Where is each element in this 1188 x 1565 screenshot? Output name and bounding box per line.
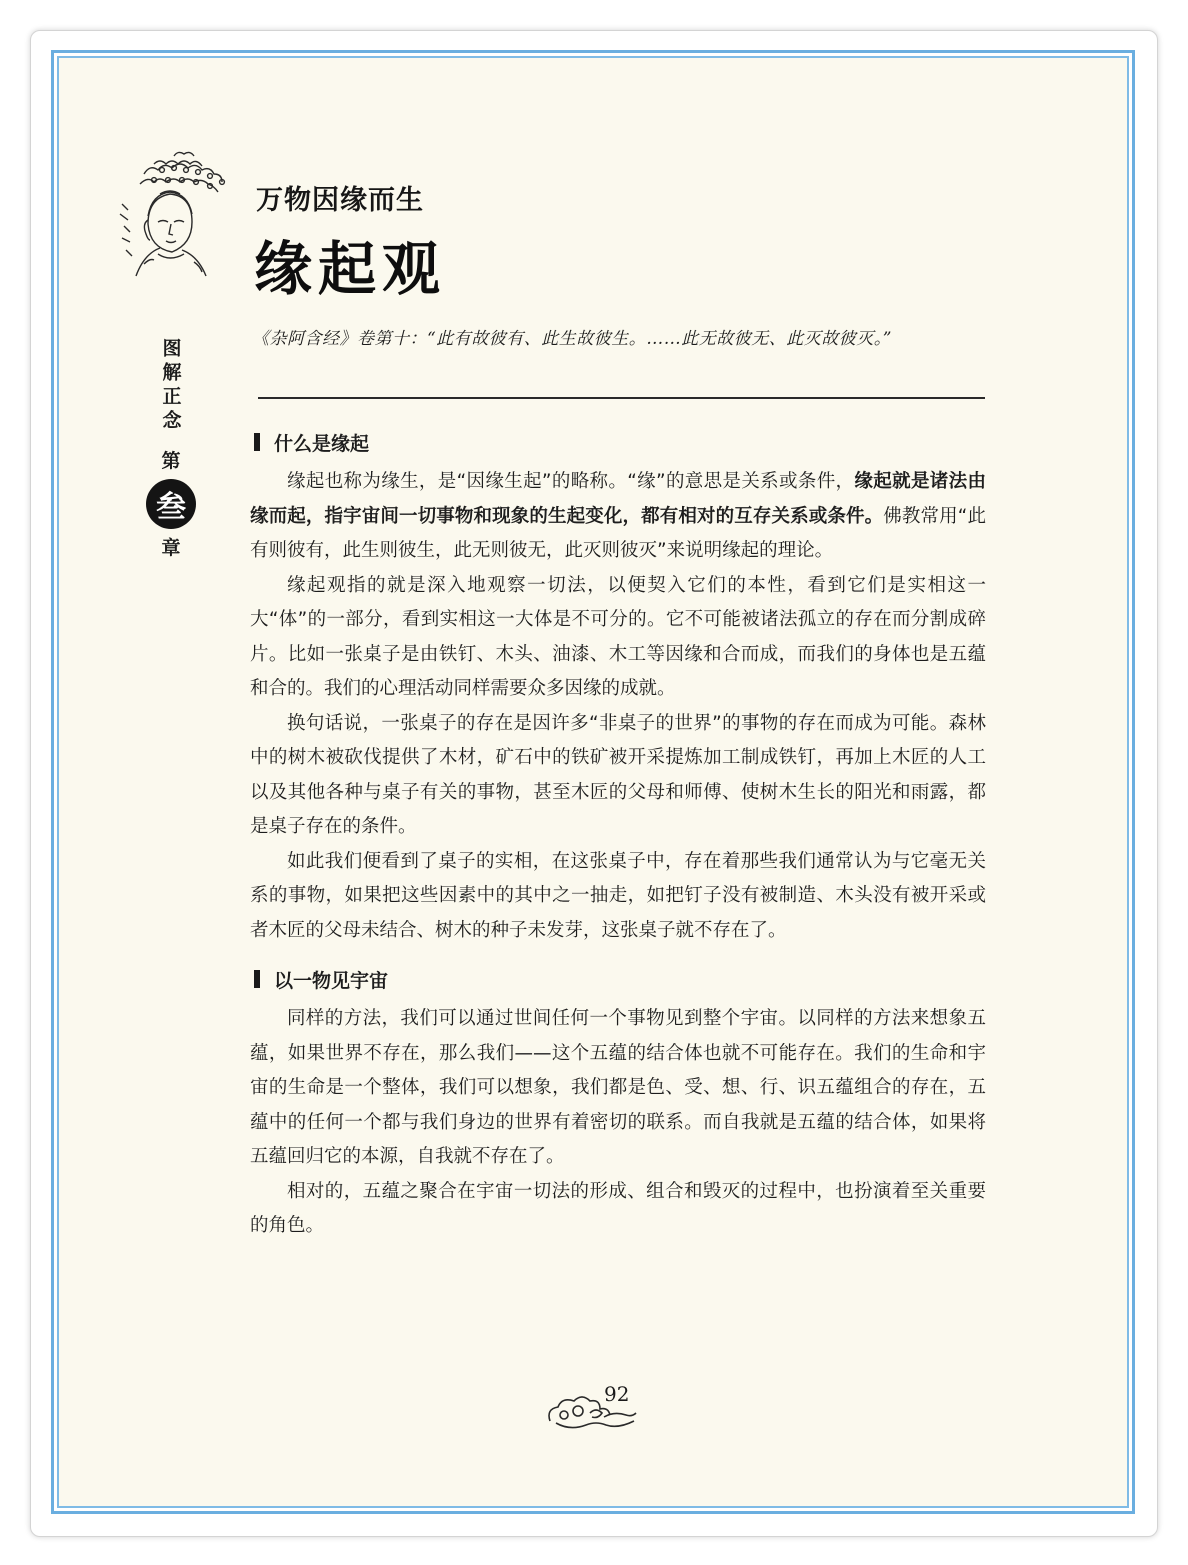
divider-rule xyxy=(258,397,985,399)
paragraph-bold-text: 缘起就是诸法由缘而起，指宇宙间一切事物和现象的生起变化，都有相对的互存关系或条件。 xyxy=(250,471,986,527)
side-series-name: 图解正念 xyxy=(159,338,182,434)
paragraph: 缘起观指的就是深入地观察一切法，以便契入它们的本性，看到它们是实相这一大“体”的一部分，看到实相这一大体是不可分的。它不可能被诸法孤立的存在而分割成碎片。比如一张桌子是由铁钉、木头、油漆、木工等因缘和合而成，而我们的身体也是五蕴和合的。我们的心理活动同样需要众多因缘的成就。 xyxy=(250,574,986,699)
section-heading xyxy=(250,962,986,996)
heading-bar-icon xyxy=(254,970,260,988)
side-chapter-label xyxy=(144,338,198,560)
section-heading xyxy=(250,425,986,459)
chapter-title: 缘起观 xyxy=(254,235,447,303)
scripture-quote: 《杂阿含经》卷第十：“此有故彼有、此生故彼生。……此无故彼无、此灭故彼灭。” xyxy=(252,329,892,349)
body-text xyxy=(250,425,986,1244)
paragraph xyxy=(250,465,986,569)
section-heading-text: 以一物见宇宙 xyxy=(274,969,389,992)
paragraph-text: 缘起也称为缘生，是“因缘生起”的略称。“缘”的意思是关系或条件， xyxy=(287,471,855,492)
buddha-portrait-illustration xyxy=(114,144,240,279)
side-label-zhang: 章 xyxy=(161,537,181,559)
page-number: 92 xyxy=(604,1382,630,1406)
paragraph: 换句话说，一张桌子的存在是因许多“非桌子的世界”的事物的存在而成为可能。森林中的树木被砍伐提供了木材，矿石中的铁矿被开采提炼加工制成铁钉，再加上木匠的人工以及其他各种与桌子有关的事物，甚至木匠的父母和师傅、使树木生长的阳光和雨露，都是桌子存在的条件。 xyxy=(250,712,986,837)
paragraph: 相对的，五蕴之聚合在宇宙一切法的形成、组合和毁灭的过程中，也扮演着至关重要的角色。 xyxy=(250,1180,986,1236)
chapter-subtitle: 万物因缘而生 xyxy=(256,185,424,216)
heading-bar-icon xyxy=(254,433,260,451)
paragraph: 同样的方法，我们可以通过世间任何一个事物见到整个宇宙。以同样的方法来想象五蕴，如果世界不存在，那么我们——这个五蕴的结合体也就不可能存在。我们的生命和宇宙的生命是一个整体，我们可以想象，我们都是色、受、想、行、识五蕴组合的存在，五蕴中的任何一个都与我们身边的世界有着密切的联系。而自我就是五蕴的结合体，如果将五蕴回归它的本源，自我就不存在了。 xyxy=(250,1008,986,1167)
section-heading-text: 什么是缘起 xyxy=(274,432,370,455)
side-label-di: 第 xyxy=(161,450,181,472)
paragraph: 如此我们便看到了桌子的实相，在这张桌子中，存在着那些我们通常认为与它毫无关系的事物，如果把这些因素中的其中之一抽走，如把钉子没有被制造、木头没有被开采或者木匠的父母未结合、树木的种子未发芽，这张桌子就不存在了。 xyxy=(250,850,986,941)
chapter-number-badge: 叁 xyxy=(146,479,196,529)
paragraph-text: 佛教常用“此有则彼有，此生则彼生，此无则彼无，此灭则彼灭”来说明缘起的理论。 xyxy=(250,505,986,561)
